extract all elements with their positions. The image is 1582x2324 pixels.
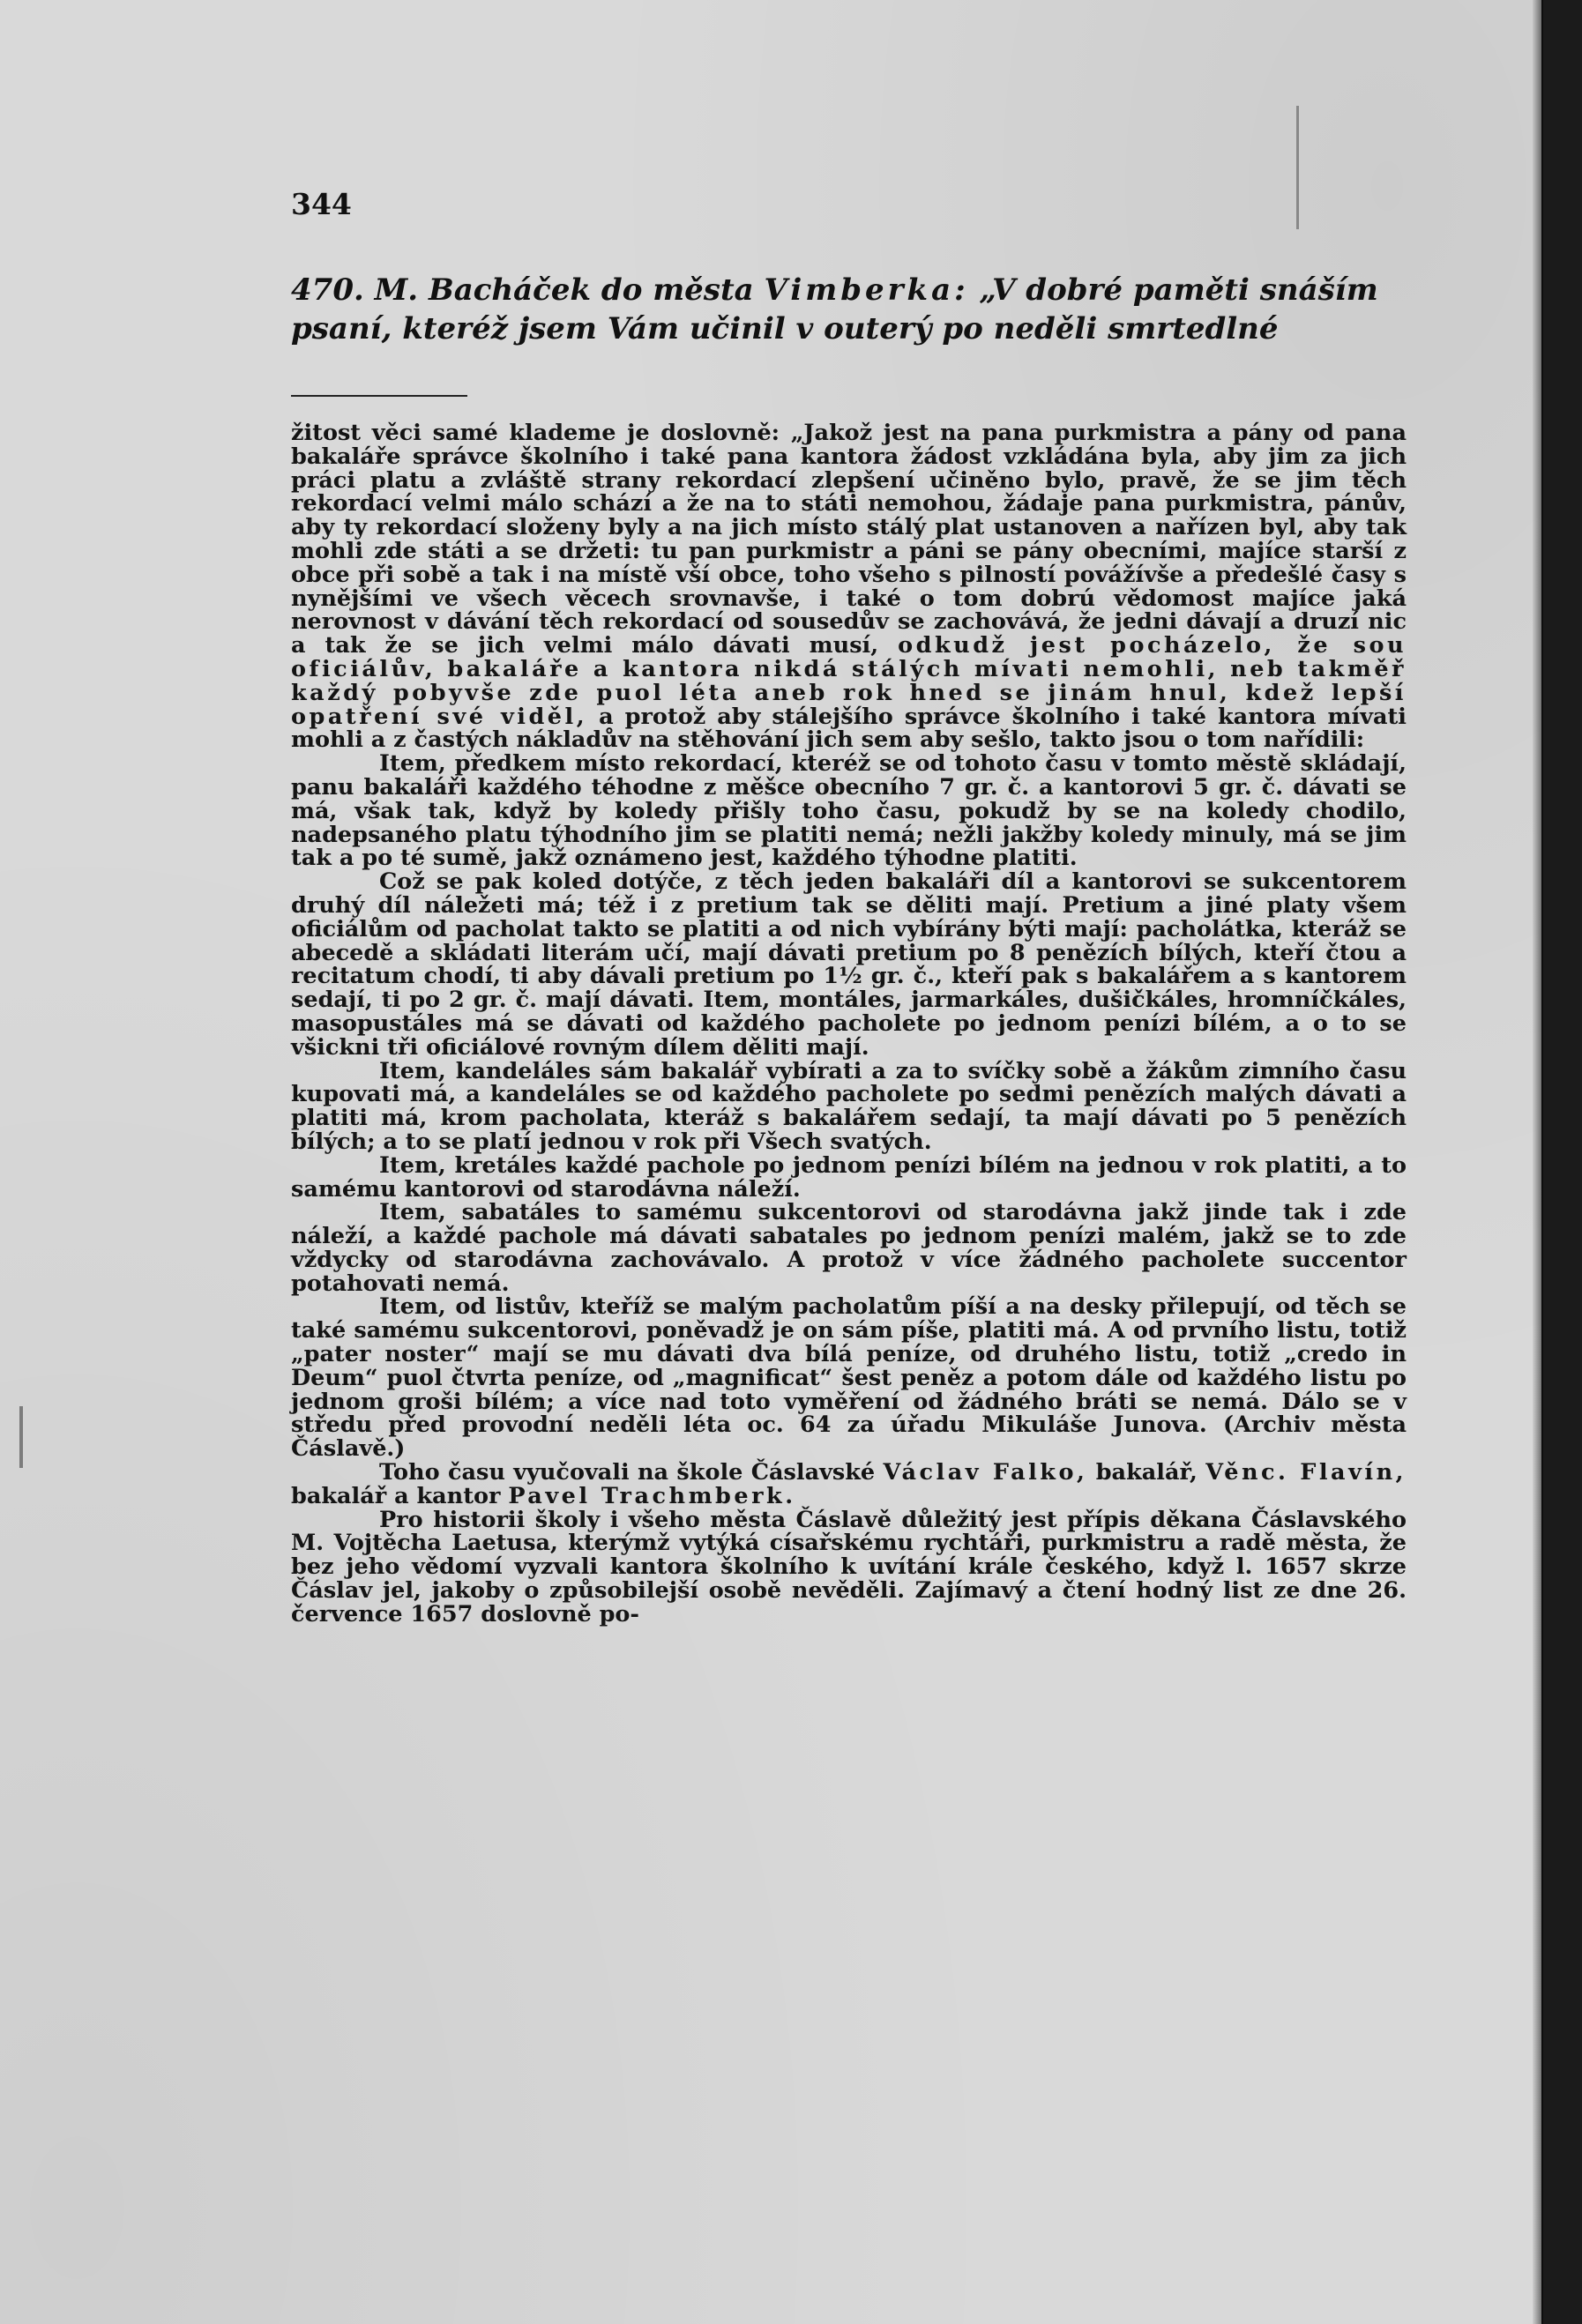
page-edge-shadow xyxy=(1533,0,1543,2324)
paragraph: Toho času vyučovali na škole Čáslavské Václav Falko, bakalář, Věnc. Flavín, bakalář a kantor Pavel Trachmberk. xyxy=(291,1459,1407,1509)
paragraph: Item, předkem místo rekordací, kteréž se od tohoto času v tomto městě skládají, panu bakaláři každého téhodne z měšce obecního 7 gr. č. a kantorovi 5 gr. č. dávati se má, však tak, když by koledy přišly toho času, pokudž by se na koledy chodilo, nadepsaného platu týhodního jim se platiti nemá; nežli jakžby koledy minuly, má se jim tak a po té sumě, jakž oznámeno jest, každého týhodne platiti. xyxy=(291,750,1407,872)
paragraph: Item, kretáles každé pachole po jednom penízi bílém na jednou v rok platiti, a to samému kantorovi od starodávna náleží. xyxy=(291,1151,1407,1203)
paragraph: Což se pak koled dotýče, z těch jeden bakaláři díl a kantorovi se sukcentorem druhý díl náležeti má; též i z pretium tak se děliti mají. Pretium a jiné platy všem oficiálům od pacholat takto se platiti a od nich vybírány býti mají: pacholátka, kteráž se abecedě a skládati literám učí, mají dávati pretium po 8 penězích bílých, kteří čtou a recitatum chodí, ti aby dávali pretium po 1½ gr. č., kteří pak s bakalářem a s kantorem sedají, ti po 2 gr. č. mají dávati. Item, montáles, jarmarkáles, dušičkáles, hromníčkáles, masopustáles má se dávati od každého pacholete po jednom penízi bílém, a o to se všickni tři oficiálové rovným dílem děliti mají. xyxy=(291,868,1407,1061)
letter-number: 470. xyxy=(291,272,364,308)
paragraph: žitost věci samé klademe je doslovně: „Jakož jest na pana purkmistra a pány od pana bakaláře správce školního i také pana kantora žádost vzkládána byla, aby jim za jich práci platu a zvláště strany rekordací zlepšení učiněno bylo, pravě, že se jim těch rekordací velmi málo schází a že na to státi nemohou, žádaje pana purkmistra, pánův, aby ty rekordací složeny byly a na jich místo stálý plat ustanoven a nařízen byl, aby tak mohli zde státi a se držeti: tu pan purkmistr a páni se pány obecními, majíce starší z obce při sobě a tak i na místě vší obce, toho všeho s pilností povážívše a předešlé časy s nynějšími ve všech věcech srovnavše, i také o tom dobrú vědomost majíce jaká nerovnost v dávání těch rekordací od sousedův se zachovává, že jedni dávají a druzí nic a tak že se jich velmi málo dávati musí, odkudž jest pocházelo, že sou oficiálův, bakaláře a kantora nikdá stálých mívati nemohli, neb takměř každý pobyvše zde puol léta aneb rok hned se jinám hnul, kdež lepší opatření své viděl, a protož aby stálejšího správce školního i také kantora mívati mohli a z častých nákladův na stěhování jich sem aby sešlo, takto jsou o tom nařídili: xyxy=(291,420,1407,754)
paragraph: Item, kandeláles sám bakalář vybírati a za to svíčky sobě a žákům zimního času kupovati má, a kandeláles se od každého pacholete po sedmi penězích malých dávati a platiti má, krom pacholata, kteráž s bakalářem sedají, ta mají dávati po 5 penězích bílých; a to se platí jednou v rok při Všech svatých. xyxy=(291,1057,1407,1155)
page-number: 344 xyxy=(291,187,352,221)
letter-author: M. Bacháček do města xyxy=(374,272,754,308)
margin-mark xyxy=(19,1406,23,1468)
body-text xyxy=(291,421,1407,1627)
paragraph: Item, od listův, kteříž se malým pacholatům píší a na desky přilepují, od těch se také samému sukcentorovi, poněvadž je on sám píše, platiti má. A od prvního listu, totiž „pater noster“ mají se mu dávati dva bílá peníze, od druhého listu, totiž „credo in Deum“ puol čtvrta peníze, od „magnificat“ šest peněz a potom dále od každého listu po jednom groši bílém; a více nad toto vyměření od žádného bráti se nemá. Dálo se v středu před provodní neděli léta oc. 64 za úřadu Mikuláše Junova. (Archiv města Čáslavě.) xyxy=(291,1293,1407,1463)
letter-opening-quote: „V dobré paměti snáším psaní, kteréž jsem Vám učinil v outerý po neděli smrtedlné xyxy=(291,272,1378,346)
letter-heading xyxy=(291,271,1420,348)
paragraph: Pro historii školy i všeho města Čáslavě důležitý jest přípis děkana Čáslavského M. Vojtěcha Laetusa, kterýmž vytýká císařskému rychtáři, purkmistru a radě města, že bez jeho vědomí vyzvali kantora školního k uvítání krále českého, když l. 1657 skrze Čáslav jel, jakoby o způsobilejší osobě nevěděli. Zajímavý a čtení hodný list ze dne 26. července 1657 doslovně po- xyxy=(291,1506,1407,1628)
paragraph: Item, sabatáles to samému sukcentorovi od starodávna jakž jinde tak i zde náleží, a každé pachole má dávati sabatales po jednom penízi malém, jakž se to zde vždycky od starodávna zachovávalo. A protož v více žádného pacholete succentor potahovati nemá. xyxy=(291,1199,1407,1297)
margin-mark xyxy=(1296,106,1299,229)
letter-town: Vimberka: xyxy=(764,272,969,308)
footnote-divider xyxy=(291,395,467,397)
